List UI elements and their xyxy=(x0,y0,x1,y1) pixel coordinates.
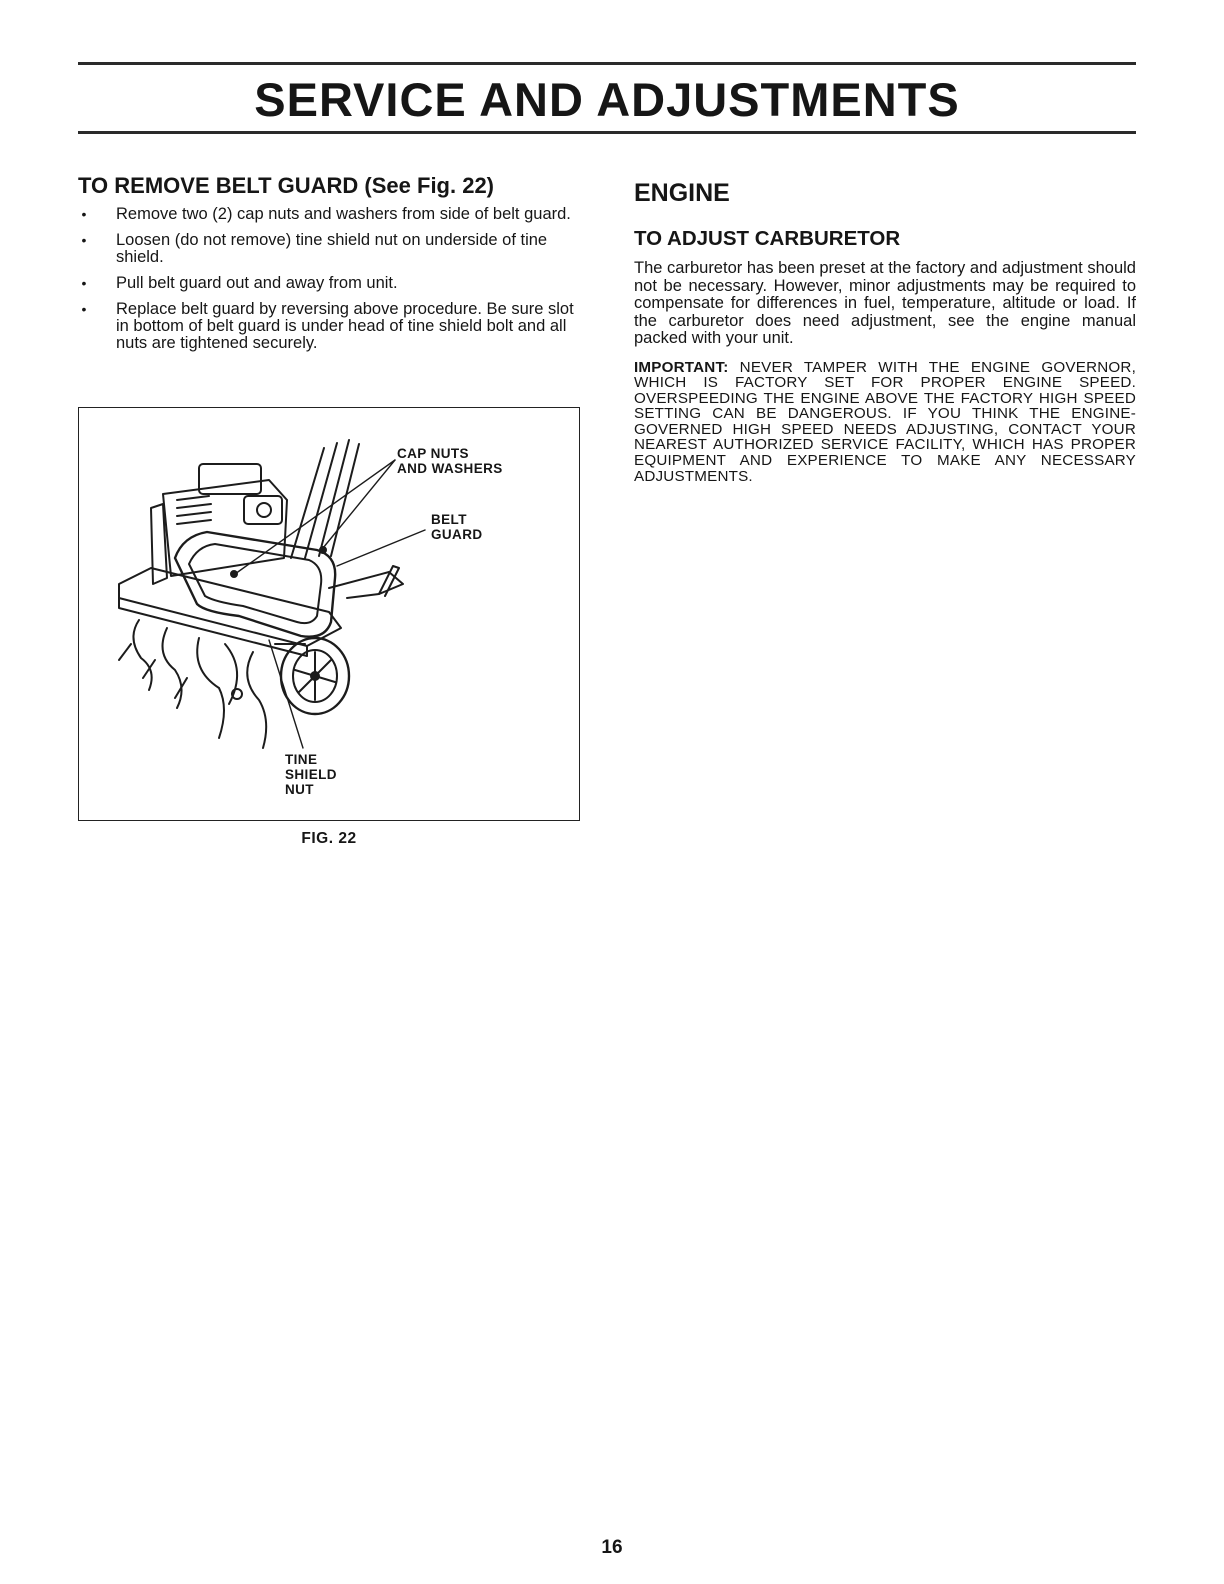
wheel xyxy=(275,638,349,714)
callout-belt-guard-line2: GUARD xyxy=(431,527,483,542)
page-title: SERVICE AND ADJUSTMENTS xyxy=(254,73,960,126)
figure-caption: FIG. 22 xyxy=(301,830,357,847)
step-item xyxy=(78,206,582,223)
belt-guard-heading: TO REMOVE BELT GUARD (See Fig. 22) xyxy=(78,173,495,198)
important-notice xyxy=(634,360,1136,485)
bullet-icon: • xyxy=(81,206,87,222)
step-text: Remove two (2) cap nuts and washers from side of belt guard. xyxy=(116,205,571,223)
callout-belt-guard xyxy=(431,512,483,542)
step-text: Replace belt guard by reversing above procedure. Be sure slot in bottom of belt guard is under head of tine shield bolt and all nuts are tightened securely. xyxy=(116,300,574,352)
step-item xyxy=(78,232,582,266)
callout-cap-nuts xyxy=(397,446,503,476)
belt-guard-steps xyxy=(78,206,582,352)
header-rule-top xyxy=(78,62,1136,65)
callout-cap-nuts-line1: CAP NUTS xyxy=(397,446,469,461)
bullet-icon: • xyxy=(81,301,87,317)
callout-tine-line2: SHIELD xyxy=(285,767,337,782)
callout-tine-shield-nut xyxy=(285,752,337,797)
belt-guard-section xyxy=(78,172,582,361)
carburetor-heading: TO ADJUST CARBURETOR xyxy=(634,227,901,250)
header-rule-bottom xyxy=(78,131,1136,134)
bullet-icon: • xyxy=(81,232,87,248)
callout-tine-line3: NUT xyxy=(285,782,314,797)
engine xyxy=(151,464,287,584)
callout-belt-guard-line1: BELT xyxy=(431,512,467,527)
step-item xyxy=(78,275,582,292)
callout-tine-line1: TINE xyxy=(285,752,318,767)
step-text: Pull belt guard out and away from unit. xyxy=(116,274,398,292)
handle-bars xyxy=(291,440,359,558)
step-text: Loosen (do not remove) tine shield nut on underside of tine shield. xyxy=(116,231,548,266)
important-text: NEVER TAMPER WITH THE ENGINE GOVERNOR, WHICH IS FACTORY SET FOR PROPER ENGINE SPEED. OVERSPEEDING THE ENGINE ABOVE THE FACTORY HIGH SPEED SETTING CAN BE DANGEROUS. IF YOU THINK THE ENGINE-GOVERNED HIGH SPEED NEEDS ADJUSTING, CONTACT YOUR NEAREST AUTHORIZED SERVICE FACILITY, WHICH HAS PROPER EQUIPMENT AND EXPERIENCE TO MAKE ANY NECESSARY ADJUSTMENTS. xyxy=(634,358,1137,485)
engine-section xyxy=(634,178,1136,484)
engine-heading: ENGINE xyxy=(634,179,730,207)
carburetor-paragraph: The carburetor has been preset at the factory and adjustment should not be necessary. However, minor adjustments may be required to compensate for differences in fuel, temperature, altitude or load. If the carburetor does need adjustment, see the engine manual packed with your unit. xyxy=(634,259,1136,347)
page-number: 16 xyxy=(601,1537,623,1558)
step-item xyxy=(78,301,582,352)
callout-cap-nuts-line2: AND WASHERS xyxy=(397,461,503,476)
belt-guard xyxy=(175,532,335,637)
important-label: IMPORTANT: xyxy=(634,358,729,376)
bullet-icon: • xyxy=(81,275,87,291)
figure-22 xyxy=(78,407,580,821)
